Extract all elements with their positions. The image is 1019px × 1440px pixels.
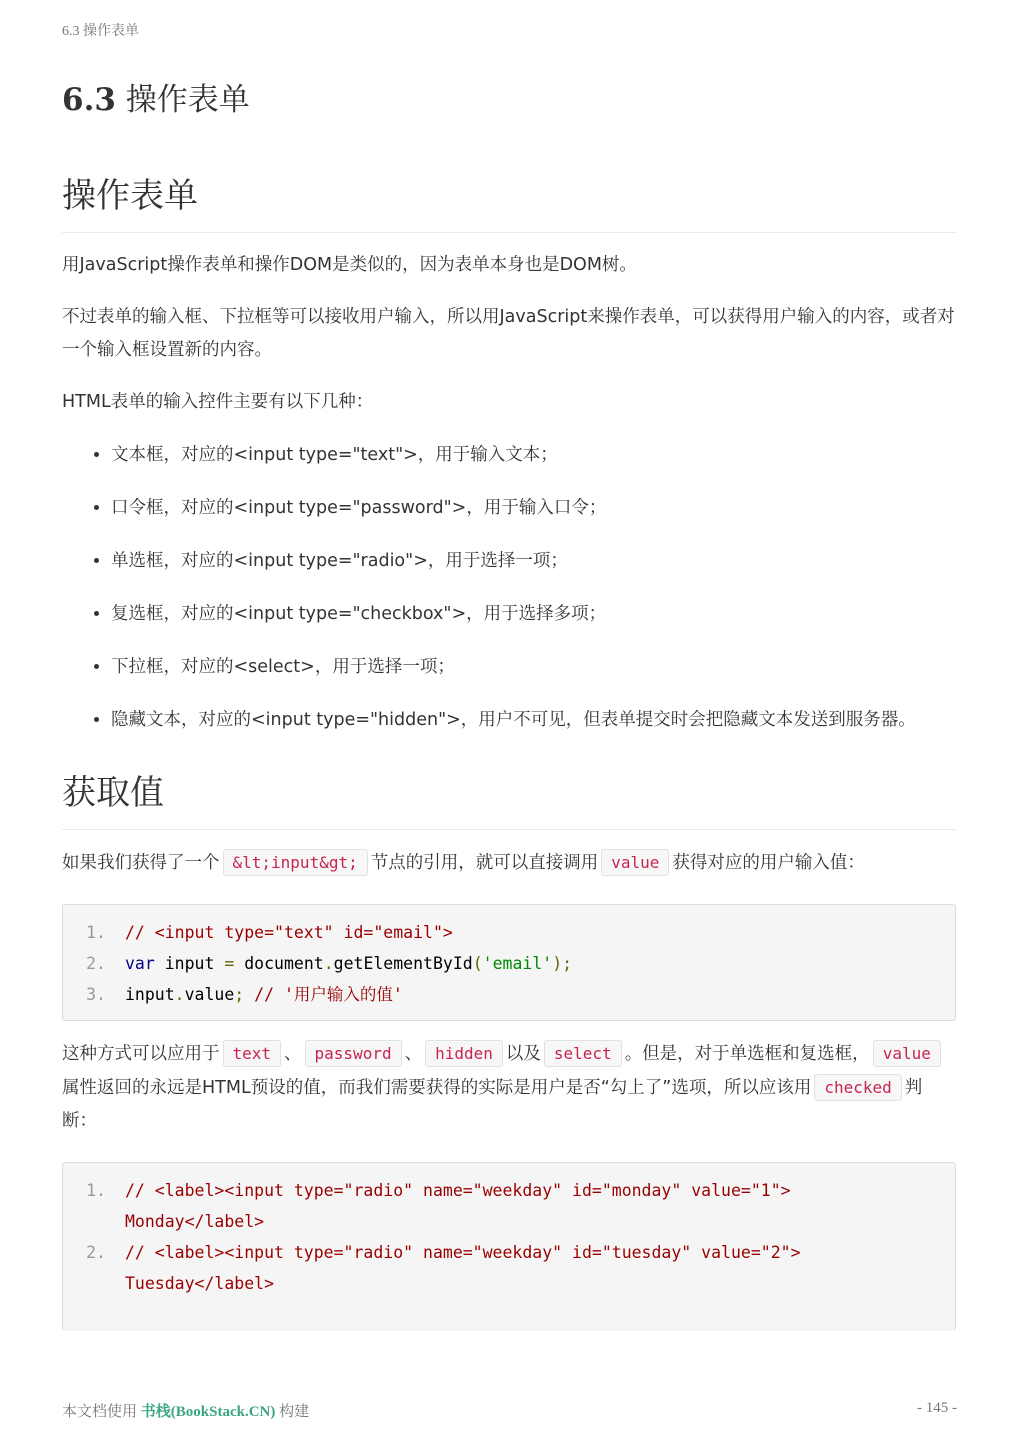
paragraph-intro: 用JavaScript操作表单和操作DOM是类似的，因为表单本身也是DOM树。 xyxy=(62,255,637,275)
paragraph-controls-intro: HTML表单的输入控件主要有以下几种： xyxy=(62,392,374,412)
chapter-number: 6.3 xyxy=(62,82,116,118)
text-run: 判断： xyxy=(62,1078,923,1131)
code-line xyxy=(63,1237,955,1299)
code-comment: // '用户输入的值' xyxy=(244,985,403,1004)
list-item: • 口令框，对应的<input type="password">，用于输入口令； xyxy=(111,492,956,525)
code-block-radio xyxy=(62,1162,956,1331)
control-type-list xyxy=(62,439,956,737)
text-run: 。但是，对于单选框和复选框， xyxy=(624,1044,870,1064)
text-run: 这种方式可以应用于 xyxy=(62,1044,220,1064)
line-number: 1. xyxy=(86,1181,106,1200)
inline-code: value xyxy=(601,849,669,876)
footer-prefix: 本文档使用 xyxy=(62,1404,138,1420)
inline-code: checked xyxy=(814,1074,901,1101)
code-text: // <label><input type="radio" name="weekday" id="monday" value="1"> Monday</label> xyxy=(125,1181,801,1231)
line-number: 3. xyxy=(86,985,106,1004)
inline-code: &lt;input&gt; xyxy=(223,849,368,876)
inline-code: value xyxy=(873,1040,941,1067)
page-footer xyxy=(62,1400,957,1421)
text-run: 属性返回的永远是HTML预设的值，而我们需要获得的实际是用户是否“勾上了”选项，所以应该用 xyxy=(62,1078,812,1098)
code-line xyxy=(63,917,955,948)
code-line xyxy=(63,1175,955,1237)
code-line xyxy=(63,979,955,1010)
code-punct: ); xyxy=(552,954,573,973)
list-item: • 单选框，对应的<input type="radio">，用于选择一项； xyxy=(111,545,956,578)
text-run: 获得对应的用户输入值： xyxy=(672,853,865,873)
code-plain: getElementById xyxy=(333,954,473,973)
inline-code: text xyxy=(223,1040,282,1067)
footer-suffix: 构建 xyxy=(279,1404,310,1420)
code-punct: . xyxy=(323,954,334,973)
page-content xyxy=(62,70,956,1331)
list-item: • 下拉框，对应的<select>，用于选择一项； xyxy=(111,651,956,684)
code-punct: . xyxy=(174,985,185,1004)
inline-code: select xyxy=(544,1040,622,1067)
text-run: 节点的引用，就可以直接调用 xyxy=(370,853,599,873)
paragraph-get-value xyxy=(62,846,956,880)
text-run: 、 xyxy=(284,1044,302,1064)
code-punct: = xyxy=(224,954,235,973)
code-punct: ; xyxy=(234,985,245,1004)
code-line xyxy=(63,948,955,979)
footer-brand-link[interactable]: 书栈(BookStack.CN) xyxy=(140,1404,276,1420)
list-item: • 文本框，对应的<input type="text">，用于输入文本； xyxy=(111,439,956,472)
chapter-title xyxy=(62,80,956,120)
text-run: 、 xyxy=(404,1044,423,1064)
code-punct: ( xyxy=(472,954,483,973)
code-text: // <input type="text" id="email"> xyxy=(125,923,453,942)
text-run: 以及 xyxy=(505,1044,541,1064)
code-string: 'email' xyxy=(482,954,553,973)
code-text xyxy=(106,948,955,979)
code-plain: input xyxy=(154,954,225,973)
code-plain: input xyxy=(125,985,175,1004)
line-number: 2. xyxy=(86,954,106,973)
page-number: - 145 - xyxy=(917,1400,957,1416)
code-keyword: var xyxy=(125,954,155,973)
code-text: // <label><input type="radio" name="weekday" id="tuesday" value="2"> Tuesday</label> xyxy=(125,1243,811,1293)
section-heading-get-value: 获取值 xyxy=(62,771,956,830)
code-plain: value xyxy=(184,985,235,1004)
inline-code: hidden xyxy=(425,1040,503,1067)
list-item: • 隐藏文本，对应的<input type="hidden">，用户不可见，但表单提交时会把隐藏文本发送到服务器。 xyxy=(111,704,956,737)
list-item: • 复选框，对应的<input type="checkbox">，用于选择多项； xyxy=(111,598,956,631)
paragraph-checked xyxy=(62,1037,956,1138)
line-number: 1. xyxy=(86,923,106,942)
code-plain: document xyxy=(234,954,324,973)
text-run: 如果我们获得了一个 xyxy=(62,853,220,873)
inline-code: password xyxy=(305,1040,402,1067)
section-heading-form-ops: 操作表单 xyxy=(62,174,956,233)
code-block-get-email xyxy=(62,904,956,1021)
code-text xyxy=(106,979,955,1010)
paragraph-forms-input: 不过表单的输入框、下拉框等可以接收用户输入，所以用JavaScript来操作表单，可以获得用户输入的内容，或者对一个输入框设置新的内容。 xyxy=(62,307,955,360)
running-header: 6.3 操作表单 xyxy=(62,24,139,39)
chapter-title-text: 操作表单 xyxy=(125,82,250,118)
line-number: 2. xyxy=(86,1243,106,1262)
